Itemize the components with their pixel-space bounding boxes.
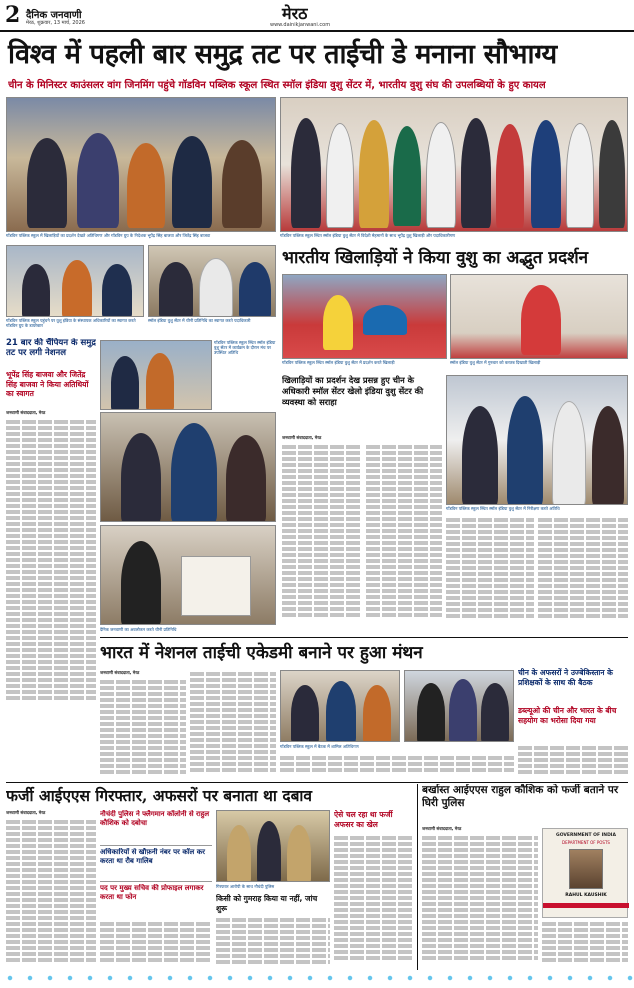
left-story-headline: 21 बार की चैंपियन के समुद्र तट पर लगी नेशनल [6,338,96,358]
lead-photo-dignitaries [6,97,276,232]
lead-photo2-caption: गॉडविन पब्लिक स्कूल स्थित स्मॉल इंडिया वुशु सेंटर में विदेशी मेहमानों के साथ भूपेंद्र वुशु खिलाड़ी और पदाधिकारीगण [280,233,456,238]
academy-side-subhead: डब्ल्यूओ की चीन और भारत के बीच सहयोग का भरोसा दिया गया [518,706,617,725]
academy-body-3 [280,754,514,780]
id-card-header: GOVERNMENT OF INDIA [556,833,616,838]
ias-side-headline: ऐसे चल रहा था फर्जी अफसर का खेल [334,810,393,829]
lead-headline: विश्व में पहली बार समुद्र तट पर ताईची डे मनाना सौभाग्य [8,39,557,70]
ias-photo-caption: गिरफ्तार आरोपी के साथ नौचंदी पुलिस [216,884,275,889]
academy-side-headline: चीन के अफसरों ने उज्बेकिस्तान के प्रशिक्षकों के साथ की बैठक [518,668,613,687]
masthead [0,0,634,32]
wushu-caption-left: गॉडविन पब्लिक स्कूल स्थित स्मॉल इंडिया वुशु सेंटर में प्रदर्शन करते खिलाड़ी [282,360,395,365]
dateline: मेरठ, शुक्रवार, 13 मार्च, 2026 [26,20,85,26]
academy-photo-meeting [280,670,400,742]
left-story-photo-stage [100,340,212,410]
right-story-byline: जनवाणी संवाददाता, मेरठ [422,826,462,831]
lead-subhead: चीन के मिनिस्टर काउंसलर वांग जिनमिंग पहुंचे गॉडविन पब्लिक स्कूल स्थित स्मॉल इंडिया वुशु सेंटर में, भारतीय वुशु संघ की उपलब्धियों के हुए कायल [8,80,546,91]
print-registration-marks [0,974,634,982]
lead-photo-greeting [148,245,276,317]
ias-box2: अधिकारियों से खौफ़नी नंबर पर कॉल कर करता था रौब गालिब [100,848,212,882]
id-card [542,828,628,918]
wushu-headline: भारतीय खिलाड़ियों ने किया वुशु का अद्भुत प्रदर्शन [282,248,589,268]
middle-story-body [282,443,362,623]
middle-story-body-3 [446,516,534,624]
right-story-body-1 [422,834,538,968]
lead-photo1-caption: गॉडविन पब्लिक स्कूल में खिलाड़ियों का प्रदर्शन देखते अतिथिगण और गॉडविन ग्रुप के निदेशक भूपेंद्र सिंह बाजवा और जितेंद्र सिंह बाजवा [6,233,211,238]
id-card-stripe [543,903,629,908]
left-story-body [6,418,96,706]
right-story-body-2 [542,920,628,968]
website-link[interactable]: www.dainikjanwani.com [270,22,331,28]
brand-name: दैनिक जनवाणी [26,10,82,21]
academy-body-2 [190,670,276,778]
left-story-subhead: भूपेंद्र सिंह बाजवा और जितेंद्र सिंह बाजवा ने किया अतिथियों का स्वागत [6,370,89,398]
academy-photo-group [404,670,514,742]
middle-story-headline: खिलाड़ियों का प्रदर्शन देख प्रसन्न हुए चीन के अधिकारी स्मॉल सेंटर खेलो इंडिया वुशु सेंटर की व्यवस्था को सराहा [282,375,424,407]
academy-photo-caption: गॉडविन पब्लिक स्कूल में बैठक में शामिल अतिथिगण [280,744,359,749]
ias-body-1 [6,818,96,968]
ias-box1: नौचंदी पुलिस ने फ्लैगमान कॉलोनी से राहुल कौशिक को दबोचा [100,810,212,846]
left-story-photo-newspaper [100,525,276,625]
ias-body-3 [216,916,330,968]
id-card-photo [569,849,603,889]
middle-photo-caption: गॉडविन पब्लिक स्कूल स्थित स्मॉल इंडिया वुशु सेंटर में निरीक्षण करते अतिथि [446,506,560,511]
ias-headline: फर्जी आईएएस गिरफ्तार, अफसरों पर बनाता था दबाव [6,786,313,805]
left-story-byline: जनवाणी संवाददाता, मेरठ [6,410,46,415]
wushu-photo-athlete [450,274,628,359]
middle-newspaper-caption: दैनिक जनवाणी का अवलोकन करते चीनी प्रतिनिधि [100,627,177,632]
middle-story-body-4 [538,516,628,624]
ias-mid-headline: किसी को गुमराह किया या नहीं, जांच शुरू [216,894,318,913]
ias-byline: जनवाणी संवाददाता, मेरठ [6,810,46,815]
wushu-caption-right: स्मॉल इंडिया वुशु सेंटर में गुरुवार को करतब दिखाती खिलाड़ी [450,360,541,365]
left-story-photo-turban [100,412,276,522]
city-name: मेरठ [282,4,308,23]
lead-photo-welcome [6,245,144,317]
id-card-subheader: DEPARTMENT OF POSTS [562,840,610,845]
middle-story-byline: जनवाणी संवाददाता, मेरठ [282,435,322,440]
ias-box3: पद पर मुख्य सचिव की प्रोफाइल लगाकर करता था फोन [100,884,204,901]
lead-photo4-caption: स्मॉल इंडिया वुशु सेंटर में चीनी प्रतिनिधि का स्वागत करते पदाधिकारी [148,318,251,323]
academy-byline: जनवाणी संवाददाता, मेरठ [100,670,140,675]
academy-side-body [518,744,628,780]
ias-photo-arrest [216,810,330,882]
right-story-headline: बर्खास्त आईएएस राहुल कौशिक को फर्जी बताने पर घिरी पुलिस [422,784,619,809]
lead-photo-group [280,97,628,232]
id-card-name: RAHUL KAUSHIK [565,893,607,898]
lead-photo3-caption: गॉडविन पब्लिक स्कूल पहुंचने पर वुशु इंडिया के संस्थापक अधिकारियों का स्वागत करते गॉडविन ग्रुप के डायरेक्टर [6,318,136,328]
academy-rule [100,637,628,638]
ias-body-2 [100,920,212,968]
middle-photo-inspection [446,375,628,505]
middle-story-body-2 [366,443,442,623]
academy-headline: भारत में नेशनल ताईची एकेडमी बनाने पर हुआ मंथन [100,643,423,663]
right-story-divider [417,784,418,970]
page-number: 2 [5,2,21,28]
left-story-side-caption: गॉडविन पब्लिक स्कूल स्थित स्मॉल इंडिया वुशु सेंटर में कार्यक्रम के दौरान मंच पर उपस्थित अतिथि [214,340,276,355]
academy-body-1 [100,678,186,778]
wushu-photo-performers [282,274,447,359]
ias-body-4 [334,834,414,968]
ias-rule [6,782,628,783]
